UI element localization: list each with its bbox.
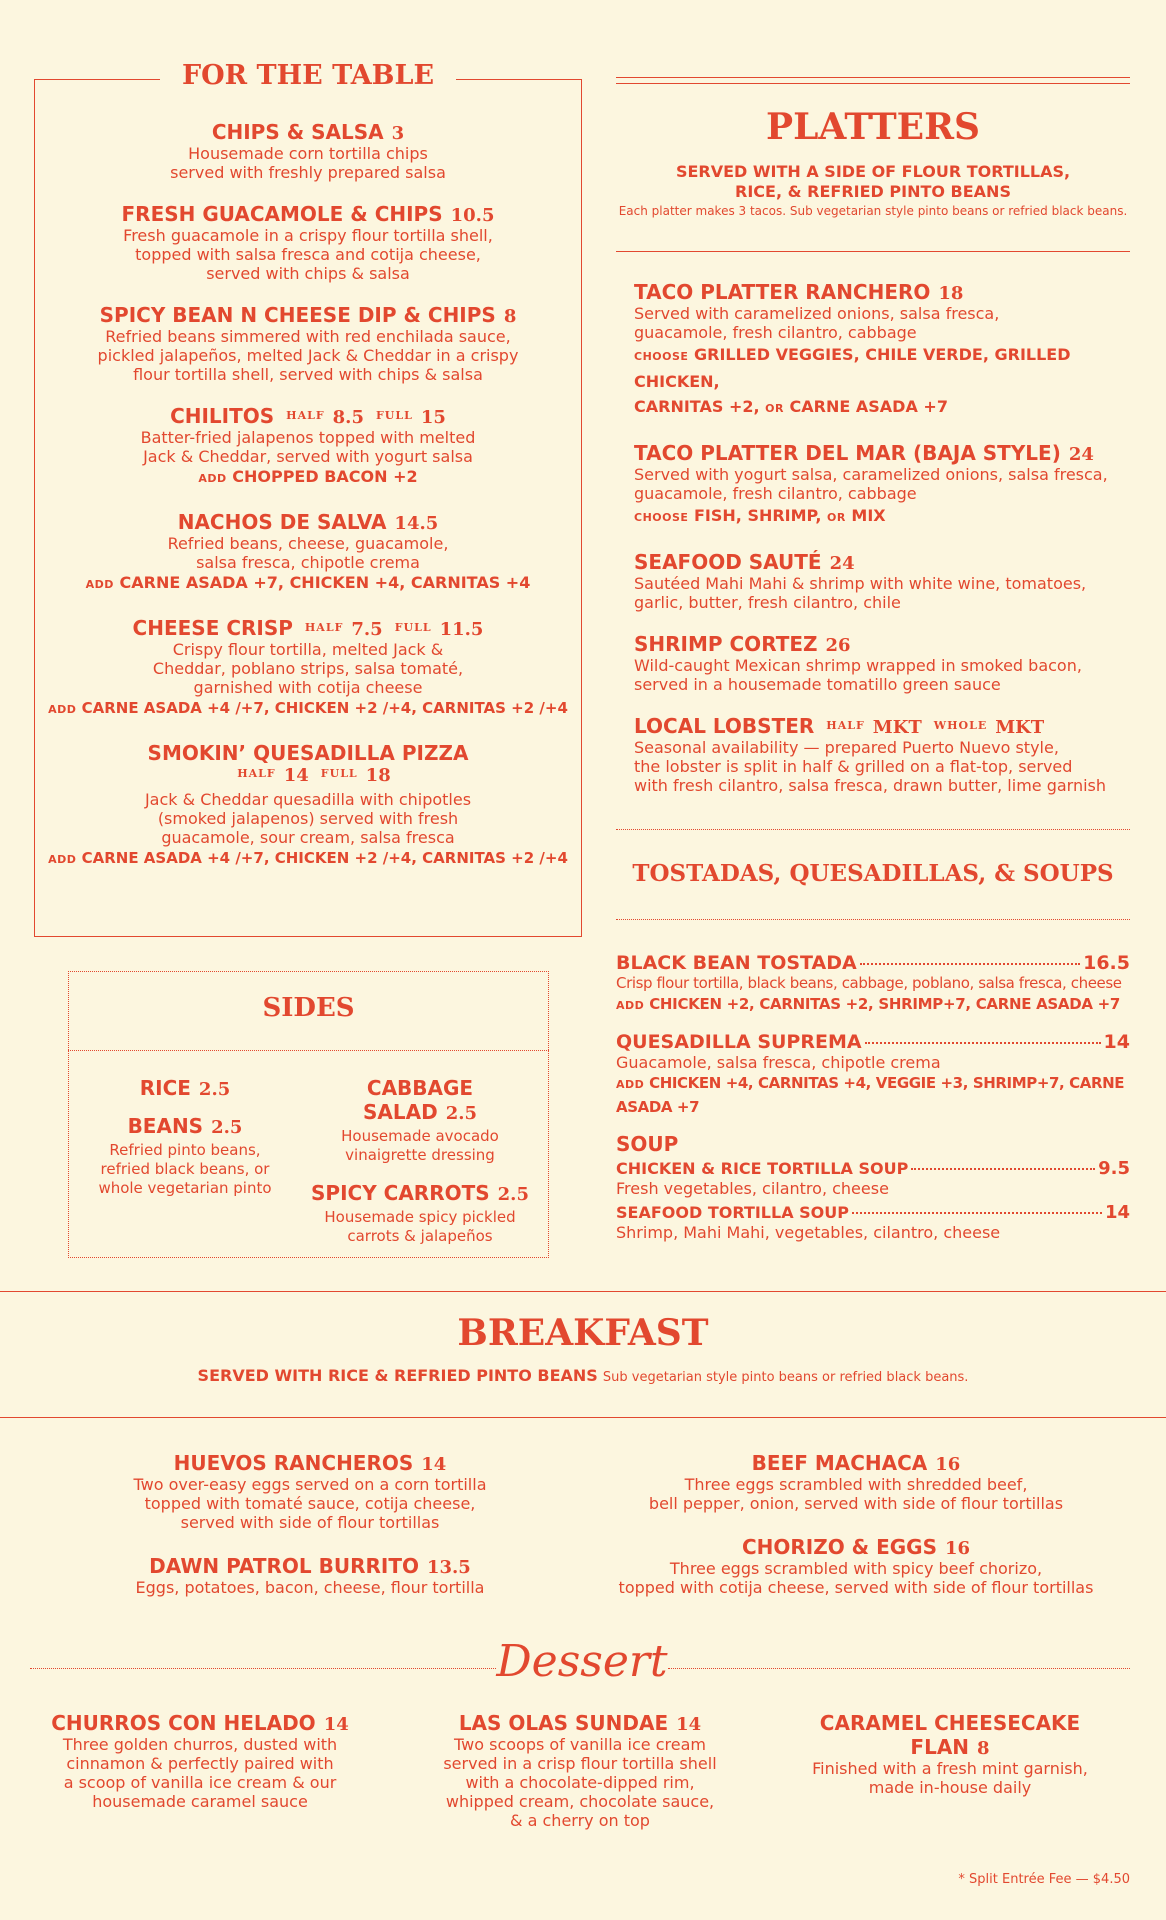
dessert-rule-left bbox=[30, 1668, 496, 1669]
menu-item bbox=[44, 120, 572, 182]
breakfast-subtitle: SERVED WITH RICE & REFRIED PINTO BEANS Sub vegetarian style pinto beans or refried black beans. bbox=[197, 1366, 969, 1385]
platters-list bbox=[634, 280, 1124, 815]
tqs-divider-bottom bbox=[616, 919, 1130, 920]
breakfast-divider bbox=[0, 1417, 1166, 1418]
for-the-table-title: FOR THE TABLE bbox=[160, 60, 456, 91]
breakfast-title: BREAKFAST bbox=[457, 1312, 709, 1354]
menu-item: SEAFOOD SAUTÉ 24 Sautéed Mahi Mahi & shrimp with white wine, tomatoes, garlic, butter, fresh cilantro, chile bbox=[634, 550, 1087, 612]
dessert-item-2: LAS OLAS SUNDAE 14 Two scoops of vanilla ice cream served in a crisp flour tortilla shell with a chocolate-dipped rim, whipped cream, chocolate sauce, & a cherry on top bbox=[443, 1711, 717, 1830]
menu-item: BEEF MACHACA 16 Three eggs scrambled with shredded beef, bell pepper, onion, served with side of flour tortillas bbox=[648, 1451, 1064, 1513]
split-fee-note: * Split Entrée Fee — $4.50 bbox=[958, 1872, 1130, 1887]
item-price-half: 8.5 bbox=[332, 407, 364, 428]
dessert-item-1: CHURROS CON HELADO 14 Three golden churros, dusted with cinnamon & perfectly paired with a scoop of vanilla ice cream & our housemade caramel sauce bbox=[51, 1711, 349, 1811]
sides-right-column bbox=[310, 1076, 530, 1246]
menu-item: CHILITOS $^{HALF}$ 8.5 $^{FULL}$ 15 Batter-fried jalapenos topped with melted Jack & Cheddar, served with yogurt salsa ADD CHOPPED BACON +2 bbox=[44, 404, 572, 490]
item-addons: ADD CARNE ASADA +7, CHICKEN +4, CARNITAS +4 bbox=[85, 573, 531, 592]
tqs-divider-top bbox=[616, 829, 1130, 830]
item-name: SHRIMP CORTEZ bbox=[634, 632, 818, 656]
item-description: Jack & Cheddar quesadilla with chipotles (smoked jalapenos) served with fresh guacamole, sour cream, salsa fresca bbox=[144, 790, 472, 847]
item-addons: ADD CARNE ASADA +4 /+7, CHICKEN +2 /+4, CARNITAS +2 /+4 bbox=[48, 699, 568, 717]
side-item: RICE 2.5 bbox=[139, 1076, 231, 1100]
item-price: 10.5 bbox=[450, 205, 495, 226]
item-name: NACHOS DE SALVA bbox=[177, 510, 387, 534]
menu-item: SHRIMP CORTEZ 26 Wild-caught Mexican shrimp wrapped in smoked bacon, served in a housemade tomatillo green sauce bbox=[634, 632, 1082, 694]
item-price-full: 18 bbox=[365, 765, 391, 786]
item-price-full: 15 bbox=[420, 407, 446, 428]
soup-heading: SOUP bbox=[616, 1132, 679, 1156]
menu-item: DAWN PATROL BURRITO 13.5 Eggs, potatoes, bacon, cheese, flour tortilla bbox=[135, 1554, 485, 1597]
menu-item: CHICKEN & RICE TORTILLA SOUP 9.5 Fresh vegetables, cilantro, cheese bbox=[616, 1158, 1130, 1198]
menu-item bbox=[44, 510, 572, 596]
platters-title: PLATTERS bbox=[766, 106, 980, 148]
breakfast-right-column bbox=[596, 1451, 1116, 1597]
item-description: Batter-fried jalapenos topped with melted Jack & Cheddar, served with yogurt salsa bbox=[140, 428, 476, 466]
sides-divider bbox=[68, 1050, 549, 1051]
menu-item: CHORIZO & EGGS 16 Three eggs scrambled with spicy beef chorizo, topped with cotija cheese, served with side of flour tortillas bbox=[618, 1535, 1094, 1597]
sides-left-column bbox=[80, 1076, 290, 1198]
menu-item: TACO PLATTER DEL MAR (BAJA STYLE) 24 Served with yogurt salsa, caramelized onions, salsa fresca, guacamole, fresh cilantro, cabbage CHOOSE FISH, SHRIMP, OR MIX bbox=[634, 441, 1108, 525]
item-price: 14.5 bbox=[394, 513, 439, 534]
item-name: LOCAL LOBSTER bbox=[634, 714, 815, 738]
platters-note: Each platter makes 3 tacos. Sub vegetarian style pinto beans or refried black beans. bbox=[618, 204, 1128, 218]
menu-item: TACO PLATTER RANCHERO 18 Served with caramelized onions, salsa fresca, guacamole, fresh cilantro, cabbage CHOOSE GRILLED VEGGIES, CHILE VERDE, GRILLED CHICKEN, CARNITAS +2, OR CARNE ASADA +7 bbox=[634, 280, 1071, 416]
item-name: FRESH GUACAMOLE & CHIPS bbox=[121, 202, 443, 226]
menu-item: BLACK BEAN TOSTADA 16.5 Crisp flour tortilla, black beans, cabbage, poblano, salsa fresca, cheese ADD CHICKEN +2, CARNITAS +2, SHRIMP+7, CARNE ASADA +7 bbox=[616, 952, 1130, 1013]
platters-divider bbox=[616, 251, 1130, 252]
item-price-half: 7.5 bbox=[351, 619, 383, 640]
for-the-table-list bbox=[44, 120, 572, 891]
side-item: SPICY CARROTS 2.5 Housemade spicy pickled carrots & jalapeños bbox=[311, 1181, 529, 1245]
platters-top-rule bbox=[616, 77, 1130, 78]
item-price-full: 11.5 bbox=[439, 619, 484, 640]
menu-item: LOCAL LOBSTER $^{HALF}$ MKT $^{WHOLE}$ MKT Seasonal availability — prepared Puerto Nuevo style, the lobster is split in half & grilled on a flat-top, served with fresh cilantro, salsa fresca, drawn butter, lime garnish bbox=[634, 714, 1107, 795]
item-price: 24 bbox=[829, 553, 855, 574]
breakfast-top-rule bbox=[0, 1291, 1166, 1292]
side-item: BEANS 2.5 Refried pinto beans, refried black beans, or whole vegetarian pinto bbox=[98, 1114, 272, 1197]
item-description: Housemade corn tortilla chips served with freshly prepared salsa bbox=[170, 144, 446, 182]
dessert-item-3: CARAMEL CHEESECAKE FLAN 8 Finished with a fresh mint garnish, made in-house daily bbox=[812, 1711, 1088, 1797]
menu-item: SEAFOOD TORTILLA SOUP 14 Shrimp, Mahi Mahi, vegetables, cilantro, cheese bbox=[616, 1202, 1130, 1242]
platters-top-rule-2 bbox=[616, 83, 1130, 84]
item-addons: ADD CHOPPED BACON +2 bbox=[198, 467, 418, 486]
platters-subtitle: SERVED WITH A SIDE OF FLOUR TORTILLAS, RICE, & REFRIED PINTO BEANS bbox=[675, 162, 1071, 201]
item-name: SEAFOOD SAUTÉ bbox=[634, 550, 822, 574]
menu-item bbox=[44, 202, 572, 283]
item-price: 26 bbox=[825, 635, 851, 656]
item-name: TACO PLATTER RANCHERO bbox=[634, 280, 931, 304]
item-price: 3 bbox=[391, 123, 405, 144]
side-item: CABBAGE SALAD 2.5 Housemade avocado vinaigrette dressing bbox=[341, 1076, 499, 1164]
item-description: Crispy flour tortilla, melted Jack & Cheddar, poblano strips, salsa tomaté, garnished with cotija cheese bbox=[152, 640, 464, 697]
item-price-half: 14 bbox=[283, 765, 309, 786]
item-price: 18 bbox=[938, 283, 964, 304]
dessert-rule-right bbox=[668, 1668, 1130, 1669]
item-addons: ADD CARNE ASADA +4 /+7, CHICKEN +2 /+4, CARNITAS +2 /+4 bbox=[48, 849, 568, 867]
item-price: 24 bbox=[1068, 444, 1094, 465]
item-description: Refried beans simmered with red enchilada sauce, pickled jalapeños, melted Jack & Cheddar in a crispy flour tortilla shell, served with chips & salsa bbox=[97, 327, 519, 384]
menu-item: QUESADILLA SUPREMA 14 Guacamole, salsa fresca, chipotle crema ADD CHICKEN +4, CARNITAS +4, VEGGIE +3, SHRIMP+7, CARNE ASADA +7 bbox=[616, 1031, 1130, 1116]
item-name: CHEESE CRISP bbox=[132, 616, 293, 640]
item-name: SMOKIN’ QUESADILLA PIZZA bbox=[147, 741, 469, 765]
item-name: CHIPS & SALSA bbox=[211, 120, 384, 144]
menu-item: HUEVOS RANCHEROS 14 Two over-easy eggs served on a corn tortilla topped with tomaté sauce, cotija cheese, served with side of flour tortillas bbox=[133, 1451, 487, 1532]
item-description: Fresh guacamole in a crispy flour tortilla shell, topped with salsa fresca and cotija cheese, served with chips & salsa bbox=[123, 226, 493, 283]
menu-item: CHEESE CRISP $^{HALF}$ 7.5 $^{FULL}$ 11.5 Crispy flour tortilla, melted Jack & Cheddar, poblano strips, salsa tomaté, garnished with cotija cheese ADD CARNE ASADA +4 /+7, CHICKEN +2 /+4, CARNITAS +2 /+4 bbox=[44, 616, 572, 721]
menu-item: SMOKIN’ QUESADILLA PIZZA $^{HALF}$ 14 $^{FULL}$ 18 Jack & Cheddar quesadilla with chipotles (smoked jalapenos) served with fresh guacamole, sour cream, salsa fresca ADD CARNE ASADA +4 /+7, CHICKEN +2 /+4, CARNITAS +2 /+4 bbox=[44, 741, 572, 871]
item-price: 8 bbox=[503, 306, 517, 327]
item-name: SPICY BEAN N CHEESE DIP & CHIPS bbox=[99, 303, 496, 327]
item-name: CHILITOS bbox=[170, 404, 275, 428]
tqs-title: TOSTADAS, QUESADILLAS, & SOUPS bbox=[632, 860, 1114, 887]
sides-title: SIDES bbox=[262, 993, 355, 1023]
item-name: TACO PLATTER DEL MAR (BAJA STYLE) bbox=[634, 441, 1061, 465]
item-description: Refried beans, cheese, guacamole, salsa fresca, chipotle crema bbox=[167, 534, 449, 572]
menu-item bbox=[44, 303, 572, 384]
tqs-list bbox=[616, 952, 1130, 1242]
dessert-title: Dessert bbox=[496, 1636, 668, 1687]
breakfast-left-column bbox=[100, 1451, 520, 1597]
